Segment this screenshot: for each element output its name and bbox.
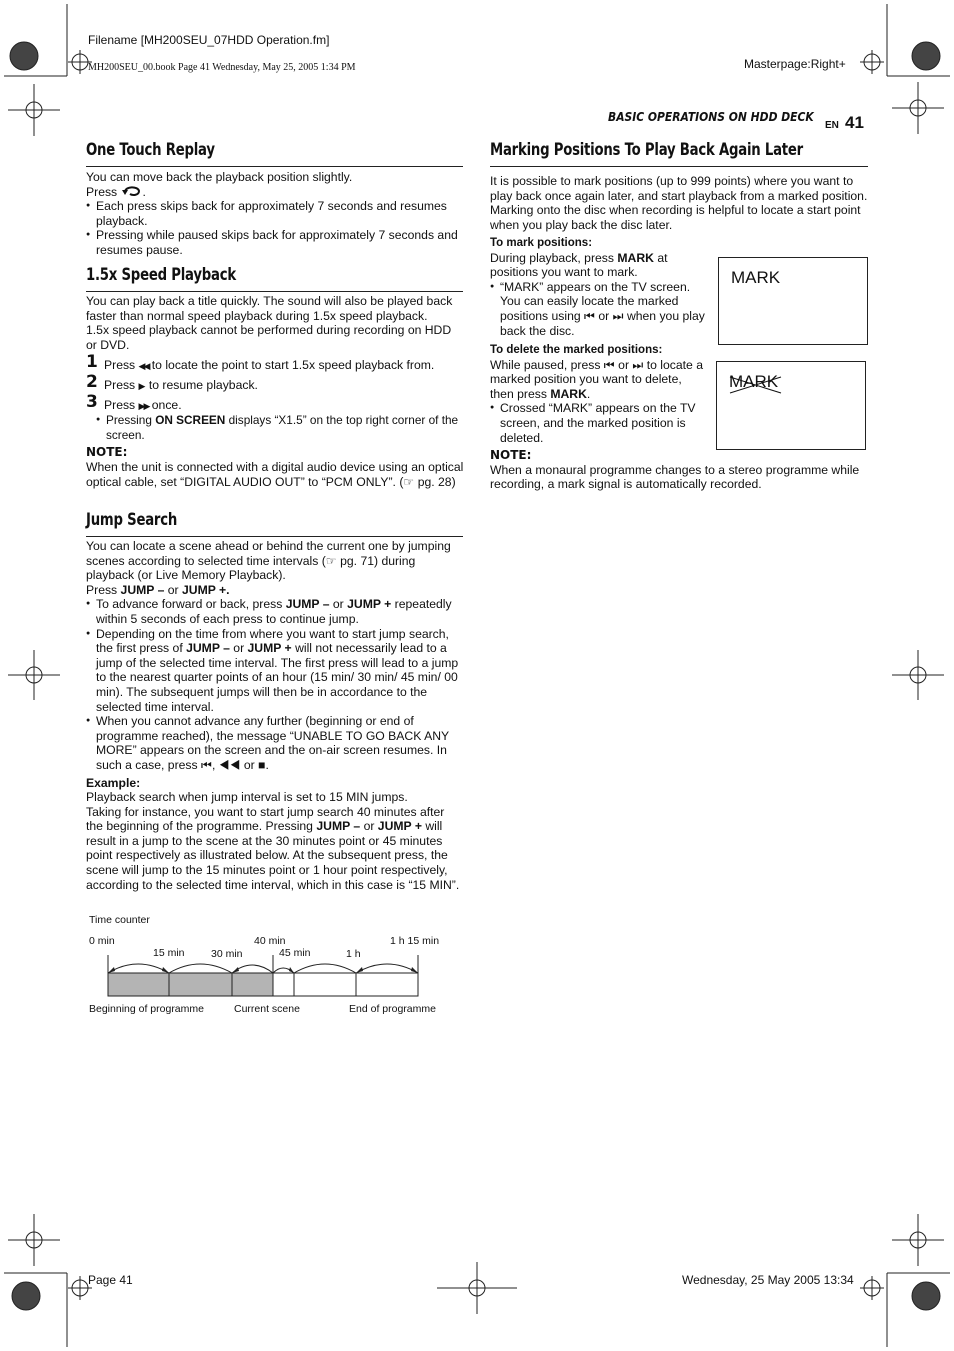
bullet-item: ● When you cannot advance any further (beginning or end of programme reached), the message “UNABLE TO GO BACK ANY MORE” appears on the screen and the on-air screen resumes. In such a case, press ⏮, ◀◀ or ■.	[86, 714, 464, 772]
on-screen-key: ON SCREEN	[155, 413, 226, 428]
paragraph: Playback search when jump interval is set to 15 MIN jumps.	[86, 790, 408, 805]
masterpage-line: Masterpage:Right+	[744, 57, 846, 71]
page-number: 41	[845, 113, 864, 132]
label-30min: 30 min	[211, 948, 243, 960]
press-line	[86, 185, 464, 200]
paragraph	[490, 358, 706, 402]
step-text: Press	[104, 377, 136, 392]
speed-playback-heading: 1.5x Speed Playback	[86, 265, 236, 285]
speed-playback-body	[86, 294, 464, 489]
text: During playback, press	[490, 250, 614, 265]
bullet-item	[86, 597, 464, 626]
one-touch-replay-body	[86, 170, 464, 258]
text: To advance forward or back, press	[96, 597, 283, 612]
bullet-item: ● “MARK” appears on the TV screen. You can easily locate the marked positions using ⏮ or ⏭ when you play back the disc.	[490, 280, 706, 338]
label-1h: 1 h	[346, 948, 361, 960]
to-mark-label: To mark positions:	[490, 237, 593, 249]
paragraph	[86, 805, 464, 893]
text: repeatedly within 5 seconds of each press to continue jump.	[96, 597, 452, 626]
jump-minus-key: JUMP –	[316, 819, 361, 834]
label-1h15min: 1 h 15 min	[390, 935, 440, 947]
note-label: NOTE:	[490, 448, 532, 462]
text: at positions you want to mark.	[490, 250, 668, 280]
step-2	[86, 371, 464, 394]
delete-label: To delete the marked positions:	[490, 344, 663, 356]
press-line	[86, 583, 464, 598]
step-3	[86, 391, 464, 414]
step-text: once.	[151, 397, 182, 412]
text: displays “X1.5” on the top right corner of the screen.	[106, 413, 459, 442]
text: will not necessarily lead to a jump of the selected time interval. The first press will lead to a jump to the nearest quarter points of an hour (15 min/ 30 min/ 45 min/ 00 min). The subsequent jumps will then be in accordance to the selected time interval.	[96, 641, 459, 714]
cross-out-icon	[729, 375, 783, 395]
press-end: .	[142, 184, 146, 199]
step-1	[86, 352, 464, 374]
text: While paused, press ⏮ or ⏭ to locate a marked position you want to delete, then press	[490, 357, 703, 401]
text: or	[332, 597, 344, 612]
marking-heading: Marking Positions To Play Back Again Later	[490, 140, 803, 160]
label-0min: 0 min	[89, 935, 115, 947]
timeline-diagram	[86, 950, 446, 1000]
mark-onscreen-text: MARK	[731, 268, 781, 287]
footer-page: Page 41	[88, 1273, 133, 1287]
text: Pressing	[106, 413, 152, 428]
heading-rule	[86, 291, 463, 292]
text: .	[226, 582, 230, 597]
crossed-mark-text: MARK	[729, 372, 779, 391]
step-number: 3	[86, 391, 98, 412]
fast-forward-icon: ▶▶	[138, 400, 149, 411]
jump-plus-key: JUMP +	[181, 582, 227, 597]
text: Press	[86, 582, 118, 597]
step-text: to resume playback.	[148, 377, 258, 392]
marking-intro: It is possible to mark positions (up to 999 points) where you want to play back once again later, and start playback from a marked position. Marking onto the disc when recording is helpful to locate a start point when you play back the disc later.	[490, 174, 868, 232]
time-counter-label: Time counter	[89, 914, 150, 926]
bullet-item: ● Each press skips back for approximately 7 seconds and resumes playback.	[86, 199, 464, 228]
section-header: BASIC OPERATIONS ON HDD DECK	[608, 109, 814, 124]
jump-minus-key: JUMP –	[285, 597, 330, 612]
jump-search-body	[86, 539, 464, 892]
bullet-item	[86, 627, 464, 715]
one-touch-replay-heading: One Touch Replay	[86, 140, 215, 160]
step-number: 2	[86, 371, 98, 392]
footer-date: Wednesday, 25 May 2005 13:34	[682, 1273, 854, 1287]
paragraph: You can move back the playback position slightly.	[86, 170, 353, 184]
text: or	[233, 641, 245, 656]
tv-screen-mark	[718, 257, 868, 345]
end-label: End of programme	[349, 1003, 436, 1015]
step-3-note	[86, 413, 464, 442]
mark-key: MARK	[617, 250, 654, 265]
press-text: Press	[86, 184, 118, 199]
marking-note	[490, 448, 868, 492]
rewind-icon: ◀◀	[138, 361, 149, 372]
jump-plus-key: JUMP +	[377, 819, 422, 834]
note-text: When the unit is connected with a digital audio device using an optical optical cable, set “DIGITAL AUDIO OUT” to “PCM ONLY”. (☞ pg. 28)	[86, 459, 464, 489]
paragraph: You can locate a scene ahead or behind the current one by jumping scenes according to selected time intervals (☞ pg. 71) during playback (or Live Memory Playback).	[86, 539, 451, 583]
bullet-item: ● Crossed “MARK” appears on the TV screen, and the marked position is deleted.	[490, 401, 706, 445]
tv-screen-crossed-mark	[716, 361, 866, 450]
step-text: to locate the point to start 1.5x speed playback from.	[151, 358, 435, 373]
mark-key: MARK	[550, 386, 587, 401]
heading-rule	[86, 536, 463, 537]
text: will result in a jump to the scene at the 30 minutes point or 45 minutes point respectively as illustrated below. At the subsequent press, the scene will jump to the 15 minutes point or 1 hour point respectively, according to the selected time interval, which in this case is “15 MIN”.	[86, 819, 460, 892]
text: or	[167, 582, 179, 597]
note-label: NOTE:	[86, 445, 128, 460]
jump-search-heading: Jump Search	[86, 510, 178, 530]
book-info-line: MH200SEU_00.book Page 41 Wednesday, May 25, 2005 1:34 PM	[88, 62, 356, 73]
step-text: Press	[104, 397, 136, 412]
paragraph: 1.5x speed playback cannot be performed during recording on HDD or DVD.	[86, 323, 452, 352]
label-45min: 45 min	[279, 947, 311, 959]
note-text: When a monaural programme changes to a stereo programme while recording, a mark signal is automatically recorded.	[490, 462, 860, 492]
jump-minus-key: JUMP –	[186, 641, 230, 656]
language-tag: EN	[825, 120, 839, 131]
jump-plus-key: JUMP +	[347, 597, 392, 612]
play-icon: ▶	[138, 380, 146, 391]
beginning-label: Beginning of programme	[89, 1003, 204, 1015]
current-scene-label: Current scene	[234, 1003, 300, 1015]
paragraph: You can play back a title quickly. The sound will also be played back faster than normal speed playback during 1.5x speed playback.	[86, 294, 453, 323]
label-40min: 40 min	[254, 935, 286, 947]
played-portion	[108, 973, 273, 996]
to-mark-section	[490, 236, 706, 338]
filename-line: Filename [MH200SEU_07HDD Operation.fm]	[88, 33, 330, 47]
text: .	[586, 386, 591, 401]
text: or	[363, 819, 375, 834]
label-15min: 15 min	[153, 947, 185, 959]
bullet-item: ● Pressing while paused skips back for approximately 7 seconds and resumes pause.	[86, 228, 464, 257]
delete-section	[490, 343, 706, 445]
step-number: 1	[86, 352, 98, 373]
heading-rule	[86, 166, 463, 167]
one-touch-replay-icon	[121, 185, 143, 197]
heading-rule	[490, 166, 868, 167]
example-label: Example:	[86, 775, 141, 790]
step-text: Press	[104, 358, 136, 373]
paragraph	[490, 251, 706, 280]
jump-minus-key: JUMP –	[120, 582, 165, 597]
jump-plus-key: JUMP +	[247, 641, 292, 656]
text: Depending on the time from where you want to start jump search, the first press of	[96, 626, 449, 656]
text: Taking for instance, you want to start jump search 40 minutes after the beginning of the programme. Pressing	[86, 804, 445, 834]
